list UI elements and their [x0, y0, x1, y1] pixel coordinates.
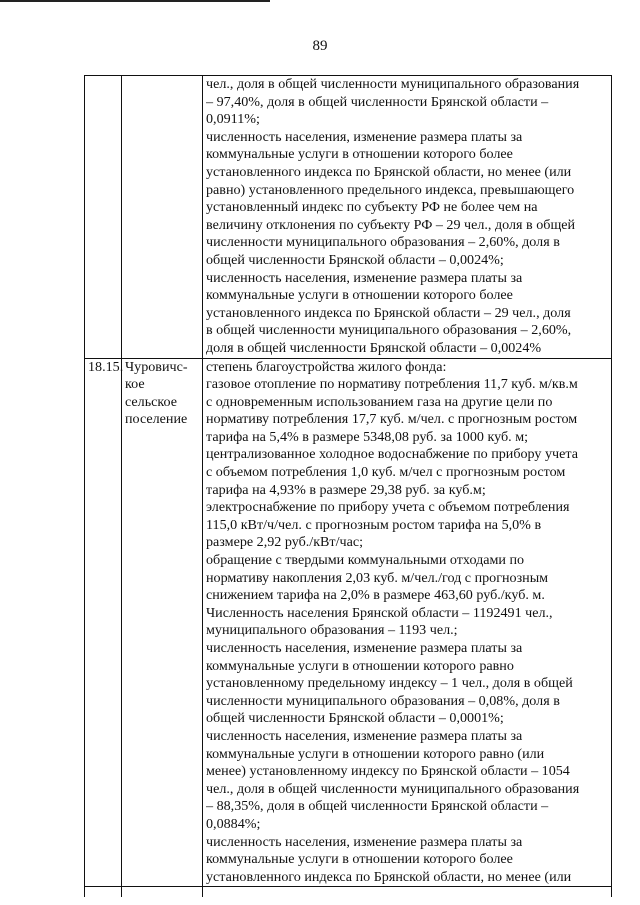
description-line: 0,0884%;: [206, 815, 261, 832]
description-line: с объемом потребления 1,0 куб. м/чел с прогнозным ростом: [206, 464, 566, 481]
description-line: установленного индекса по Брянской области – 29 чел., доля: [206, 304, 571, 321]
description-line: – 88,35%, доля в общей численности Брянской области –: [206, 798, 549, 815]
description-line: тарифа на 4,93% в размере 29,38 руб. за куб.м;: [206, 481, 486, 498]
continuation-cell: [122, 887, 203, 898]
description-line: централизованное холодное водоснабжение по прибору учета: [206, 446, 578, 463]
description-line: доля в общей численности Брянской области – 0,0024%: [206, 339, 542, 356]
description-line: коммунальные услуги в отношении которого равно: [206, 657, 514, 674]
description-line: обращение с твердыми коммунальными отходами по: [206, 552, 525, 569]
description-line: в общей численности муниципального образования – 2,60%,: [206, 322, 572, 339]
description-line: электроснабжение по прибору учета с объемом потребления: [206, 499, 570, 516]
description-line: чел., доля в общей численности муниципального образования: [206, 76, 580, 92]
description-line: коммунальные услуги в отношении которого равно (или: [206, 745, 545, 762]
settlement-name-line: сельское: [125, 393, 178, 410]
settlement-name-line: кое: [125, 376, 145, 393]
description-line: величину отклонения по субъекту РФ – 29 чел., доля в общей: [206, 216, 576, 233]
description-line: коммунальные услуги в отношении которого более: [206, 287, 513, 304]
settlement-name-line: Чуровичс-: [125, 358, 188, 375]
description-line: равно) установленного предельного индекса, превышающего: [206, 181, 575, 198]
description-line: муниципального образования – 1193 чел.;: [206, 622, 458, 639]
description-line: менее) установленному индексу по Брянской области – 1054: [206, 763, 570, 780]
description-line: численности муниципального образования – 0,08%, доля в: [206, 692, 560, 709]
table-row: [85, 358, 612, 887]
row-number-cell: [85, 76, 122, 359]
description-line: чел., доля в общей численности муниципального образования: [206, 780, 580, 797]
description-line: установленного индекса по Брянской области, но менее (или: [206, 163, 572, 180]
description-line: нормативу накопления 2,03 куб. м/чел./год с прогнозным: [206, 569, 549, 586]
description-line: установленный индекс по субъекту РФ не более чем на: [206, 199, 538, 216]
description-line: общей численности Брянской области – 0,0001%;: [206, 710, 504, 727]
description-line: установленного индекса по Брянской области, но менее (или: [206, 868, 572, 885]
table-row: [85, 76, 612, 359]
table-row-continuation: [85, 887, 612, 898]
settlement-name-line: поселение: [125, 411, 188, 428]
description-line: численность населения, изменение размера платы за: [206, 128, 523, 145]
settlement-name-cell: [122, 358, 203, 887]
page-number: 89: [312, 38, 328, 54]
description-line: численность населения, изменение размера платы за: [206, 727, 523, 744]
description-line: 0,0911%;: [206, 111, 260, 128]
description-line: 115,0 кВт/ч/чел. с прогнозным ростом тарифа на 5,0% в: [206, 516, 542, 533]
description-line: коммунальные услуги в отношении которого более: [206, 146, 513, 163]
continuation-cell: [85, 887, 122, 898]
description-line: тарифа на 5,4% в размере 5348,08 руб. за 1000 куб. м;: [206, 428, 529, 445]
description-line: численность населения, изменение размера платы за: [206, 833, 523, 850]
description-line: численность населения, изменение размера платы за: [206, 640, 523, 656]
scan-edge-line: [0, 0, 270, 2]
row-number-cell: 18.15.: [85, 358, 122, 887]
description-line: газовое отопление по нормативу потребления 11,7 куб. м/кв.м: [206, 376, 578, 393]
description-line: Численность населения Брянской области – 1192491 чел.,: [206, 604, 553, 621]
continuation-cell: [203, 887, 612, 898]
description-line: коммунальные услуги в отношении которого более: [206, 851, 513, 868]
description-line: – 97,40%, доля в общей численности Брянской области –: [206, 93, 549, 110]
description-line: нормативу потребления 17,7 куб. м/чел. с прогнозным ростом: [206, 411, 578, 428]
description-line: снижением тарифа на 2,0% в размере 463,60 руб./куб. м.: [206, 587, 545, 604]
description-cell: [203, 358, 612, 887]
description-cell: [203, 76, 612, 359]
description-line: с одновременным использованием газа на другие цели по: [206, 393, 553, 410]
settlement-name-cell: [122, 76, 203, 359]
description-line: численность населения, изменение размера платы за: [206, 269, 523, 286]
tariff-table: [84, 75, 612, 897]
description-line: степень благоустройства жилого фонда:: [206, 358, 447, 375]
description-line: размере 2,92 руб./кВт/час;: [206, 534, 364, 551]
description-line: установленному предельному индексу – 1 чел., доля в общей: [206, 675, 573, 692]
description-line: общей численности Брянской области – 0,0024%;: [206, 251, 504, 268]
description-line: численности муниципального образования – 2,60%, доля в: [206, 234, 560, 251]
